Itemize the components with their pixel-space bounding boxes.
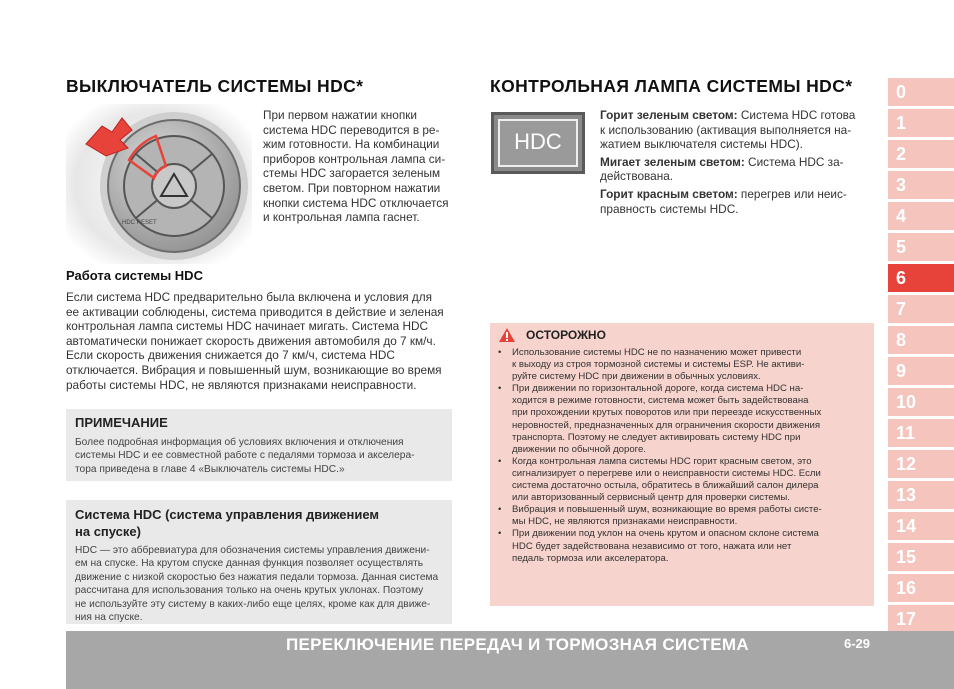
hdc-reset-label: HDC RESET (122, 220, 157, 226)
warning-icon (498, 327, 516, 343)
chapter-tab[interactable]: 5 (888, 233, 954, 261)
operation-line: ее активации соблюдены, система приводится в действие и зеленая (66, 304, 444, 319)
info-line: не используйте эту систему в каких-либо еще целях, кроме как для движе- (75, 598, 431, 610)
intro-line: светом. При повторном нажатии (263, 180, 441, 195)
chapter-tab[interactable]: 10 (888, 388, 954, 416)
chapter-tab[interactable]: 3 (888, 171, 954, 199)
hdc-indicator-lamp (491, 112, 585, 174)
chapter-tab[interactable]: 15 (888, 543, 954, 571)
note-line: Более подробная информация об условиях включения и отключения (75, 437, 404, 448)
hdc-info-box (66, 500, 452, 624)
hdc-info-text (75, 544, 447, 624)
caution-item: • Вибрация и повышенный шум, возникающие во время работы систе- мы HDC, не являются признаками неисправности. (498, 504, 822, 528)
lamp-state-blinking (600, 155, 876, 184)
footer-section-title: ПЕРЕКЛЮЧЕНИЕ ПЕРЕДАЧ И ТОРМОЗНАЯ СИСТЕМА (286, 635, 749, 654)
chapter-tabs (888, 78, 954, 636)
hdc-switch-title: ВЫКЛЮЧАТЕЛЬ СИСТЕМЫ HDC* (66, 76, 364, 96)
chapter-tab[interactable]: 4 (888, 202, 954, 230)
intro-line: приборов контрольная лампа си- (263, 151, 446, 166)
chapter-tab[interactable]: 0 (888, 78, 954, 106)
note-text (75, 436, 447, 476)
chapter-tab[interactable]: 2 (888, 140, 954, 168)
state-text: жатием выключателя системы HDC). (600, 137, 803, 152)
state-text: к использованию (активация выполняется на- (600, 122, 852, 137)
info-line: рассчитана для использования только на очень крутых уклонах. Поэтому (75, 585, 424, 597)
intro-line: стемы HDC загорается зеленым (263, 166, 441, 181)
chapter-tab[interactable]: 17 (888, 605, 954, 633)
info-title-line: Система HDC (система управления движением (75, 507, 380, 522)
lamp-state-red (600, 187, 876, 216)
chapter-tab[interactable]: 14 (888, 512, 954, 540)
note-line: тора приведена в главе 4 «Выключатель системы HDC.» (75, 463, 345, 475)
note-line: системы HDC и ее совместной работе с педалями тормоза и акселера- (75, 450, 415, 462)
caution-title: ОСТОРОЖНО (526, 328, 606, 342)
info-line: HDC — это аббревиатура для обозначения системы управления движени- (75, 545, 430, 556)
info-title-line: на спуске) (75, 524, 141, 539)
operation-line: Если скорость движения снижается до 7 км/ч, система HDC (66, 348, 395, 363)
lamp-state-green (600, 108, 876, 152)
operation-line: контрольная лампа системы HDC начинает мигать. Система HDC (66, 319, 429, 334)
chapter-tab[interactable]: 12 (888, 450, 954, 478)
state-text: правность системы HDC. (600, 201, 739, 216)
state-label: Горит красным светом: (600, 186, 738, 201)
state-label: Мигает зеленым светом: (600, 154, 745, 169)
info-line: ем на спуске. На крутом спуске данная функция позволяет осуществлять (75, 558, 424, 570)
info-line: ния на спуске. (75, 612, 143, 624)
operation-line: работы системы HDC, не являются признаками неисправности. (66, 377, 417, 392)
intro-line: кнопки система HDC отключается (263, 195, 449, 210)
state-text: действована. (600, 169, 674, 184)
note-title: ПРИМЕЧАНИЕ (75, 415, 168, 430)
operation-line: Если система HDC предварительно была включена и условия для (66, 290, 433, 304)
hdc-info-title (75, 506, 379, 540)
intro-line: и контрольная лампа гаснет. (263, 210, 420, 225)
caution-item: • Использование системы HDC не по назначению может привести к выходу из строя тормозной системы и системы ESP. Не активи- руйте систему HDC при движении в обычных условиях. (498, 347, 805, 383)
caution-box (490, 323, 874, 606)
caution-list (490, 347, 870, 565)
chapter-tab[interactable]: 1 (888, 109, 954, 137)
operation-paragraph (66, 290, 452, 392)
state-text: Система HDC готова (737, 108, 856, 122)
chapter-tab[interactable]: 13 (888, 481, 954, 509)
hdc-lamp-label: HDC (498, 119, 578, 167)
chapter-tab[interactable]: 11 (888, 419, 954, 447)
hdc-switch-intro (263, 108, 451, 225)
state-label: Горит зеленым светом: (600, 108, 738, 122)
operation-title: Работа системы HDC (66, 268, 203, 283)
page-number: 6-29 (844, 636, 871, 651)
chapter-tab[interactable]: 9 (888, 357, 954, 385)
chapter-tab[interactable]: 8 (888, 326, 954, 354)
chapter-tab[interactable]: 16 (888, 574, 954, 602)
intro-line: жим готовности. На комбинации (263, 137, 440, 152)
caution-item: • При движении по горизонтальной дороге, когда система HDC на- ходится в режиме готовности, система может быть задействована при прохождении крутых поворотов или при переезде искусственных неровностей, предназначенных для ограничения скорости движения транспорта. Поэтому не следует активировать систему HDC при движении по обычной дороге. (498, 383, 822, 455)
caution-item: • Когда контрольная лампа системы HDC горит красным светом, это сигнализирует о перегреве или о неисправности системы HDC. Если система достаточно остыла, обратитесь в ближайший салон дилера или авторизованный сервисный центр для проверки системы. (498, 455, 821, 504)
info-line: движение с низкой скоростью без нажатия педали тормоза. Данная система (75, 571, 439, 583)
note-box (66, 409, 452, 481)
page-footer (66, 631, 954, 689)
lamp-states (600, 108, 876, 216)
intro-line: система HDC переводится в ре- (263, 122, 440, 137)
caution-item: • При движении под уклон на очень крутом и опасном склоне система HDC будет задействована независимо от того, нажата или нет педаль тормоза или акселератора. (498, 528, 819, 564)
intro-line: При первом нажатии кнопки (263, 108, 418, 122)
chapter-tab[interactable]: 7 (888, 295, 954, 323)
state-text: Система HDC за- (744, 154, 844, 169)
hdc-lamp-title: КОНТРОЛЬНАЯ ЛАМПА СИСТЕМЫ HDC* (490, 76, 853, 96)
chapter-tab-active[interactable]: 6 (888, 264, 954, 292)
operation-line: автоматически понижает скорость движения автомобиля до 7 км/ч. (66, 333, 436, 348)
state-text: перегрев или неис- (737, 186, 847, 201)
hdc-switch-illustration (66, 104, 252, 264)
operation-line: отключается. Вибрация и повышенный шум, возникающие во время (66, 362, 442, 377)
